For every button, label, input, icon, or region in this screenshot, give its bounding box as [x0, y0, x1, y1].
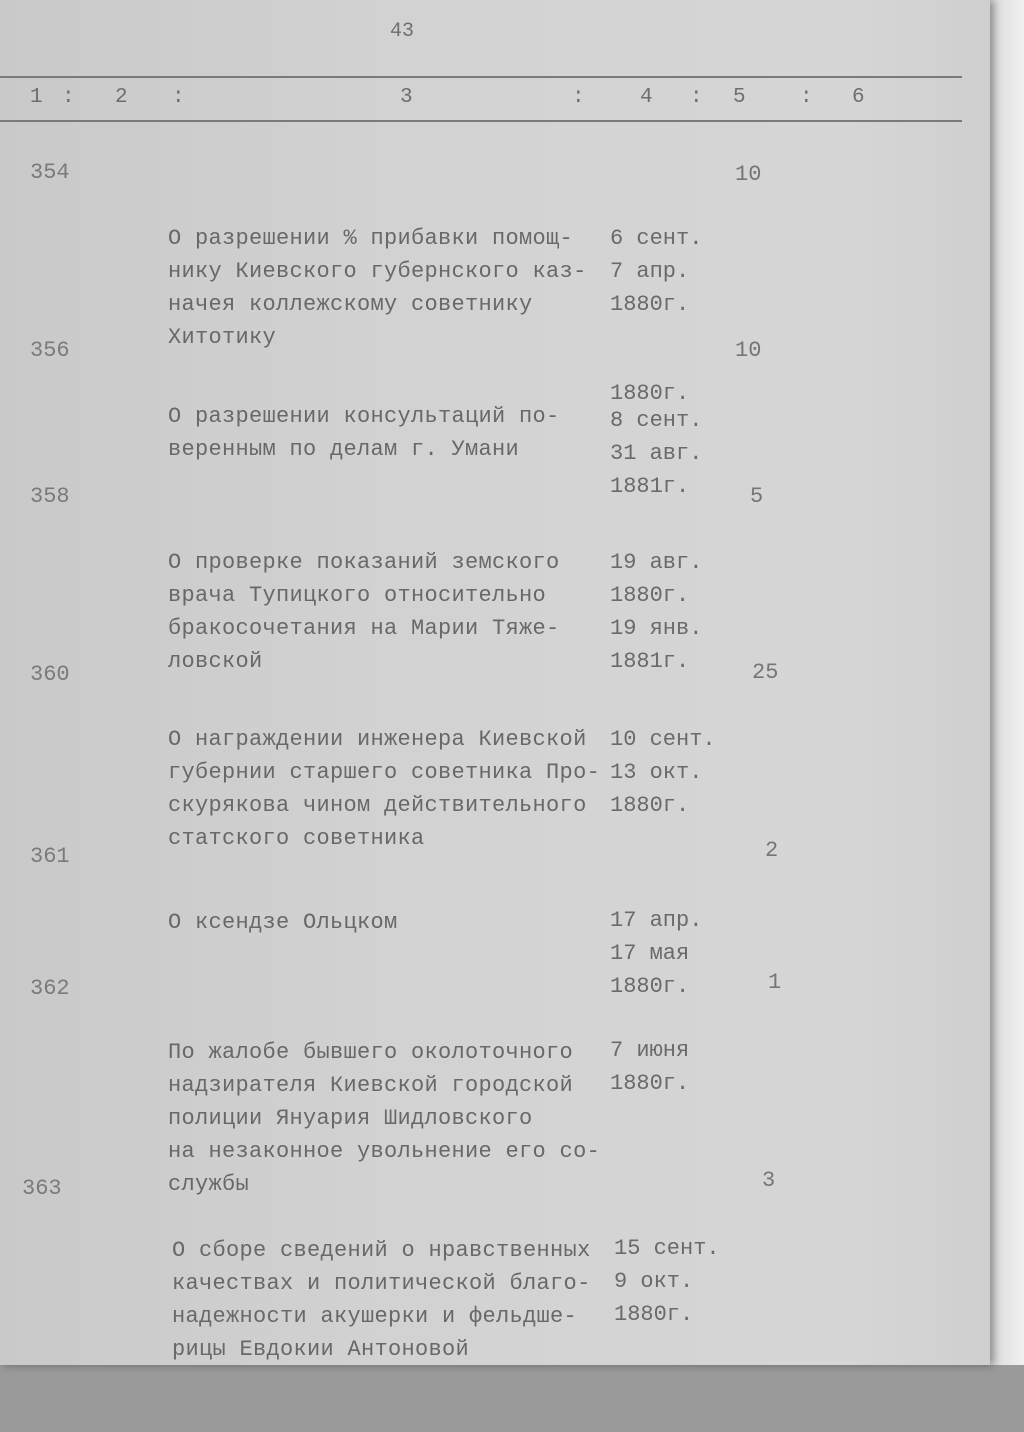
header-sep: :	[800, 86, 813, 109]
sheet-count: 2	[765, 838, 779, 863]
file-title: По жалобе бывшего околоточного надзирателя Киевской городской полиции Януария Шидловского на незаконное увольнение его со- службы	[168, 1040, 601, 1197]
file-dates: 17 апр. 17 мая 1880г.	[610, 908, 703, 999]
header-sep: :	[690, 86, 703, 109]
header-rule-bottom	[0, 120, 962, 122]
file-dates: 1880г. 8 сент. 31 авг. 1881г.	[610, 381, 703, 499]
page-number: 43	[390, 20, 415, 43]
file-number: 360	[30, 662, 70, 687]
file-dates: 7 июня 1880г.	[610, 1038, 690, 1096]
file-title: О сборе сведений о нравственных качествах и политической благо- надежности акушерки и фельдше- рицы Евдокии Антоновой	[172, 1238, 591, 1362]
header-sep: :	[172, 86, 185, 109]
file-number: 358	[30, 484, 70, 509]
sheet-count: 3	[762, 1168, 776, 1193]
sheet-count: 5	[750, 484, 764, 509]
file-title: О разрешении % прибавки помощ- нику Киевского губернского каз- начея коллежскому советнику Хитотику	[168, 226, 587, 350]
header-rule-top	[0, 76, 962, 78]
file-number: 361	[30, 844, 70, 869]
sheet-count: 1	[768, 970, 782, 995]
sheet-count: 10	[735, 162, 762, 187]
file-dates: 19 авг. 1880г. 19 янв. 1881г.	[610, 550, 703, 674]
header-col-1: 1	[30, 86, 43, 109]
file-dates: 6 сент. 7 апр. 1880г.	[610, 226, 703, 317]
file-title: О разрешении консультаций по- веренным по делам г. Умани	[168, 404, 560, 462]
file-title: О награждении инженера Киевской губернии старшего советника Про- скурякова чином действительного статского советника	[168, 727, 601, 851]
file-number: 362	[30, 976, 70, 1001]
sheet-count: 10	[735, 338, 762, 363]
file-title: О ксендзе Ольцком	[168, 910, 398, 935]
header-col-4: 4	[640, 86, 653, 109]
file-number: 356	[30, 338, 70, 363]
sheet-count: 25	[752, 660, 779, 685]
header-sep: :	[572, 86, 585, 109]
file-dates: 10 сент. 13 окт. 1880г.	[610, 727, 716, 818]
file-title: О проверке показаний земского врача Тупицкого относительно бракосочетания на Марии Тяже- ловской	[168, 550, 560, 674]
header-col-5: 5	[733, 86, 746, 109]
file-number: 354	[30, 160, 70, 185]
header-col-2: 2	[115, 86, 128, 109]
header-sep: :	[62, 86, 75, 109]
file-dates: 15 сент. 9 окт. 1880г.	[614, 1236, 720, 1327]
header-col-3: 3	[400, 86, 413, 109]
header-col-6: 6	[852, 86, 865, 109]
file-number: 363	[22, 1176, 62, 1201]
